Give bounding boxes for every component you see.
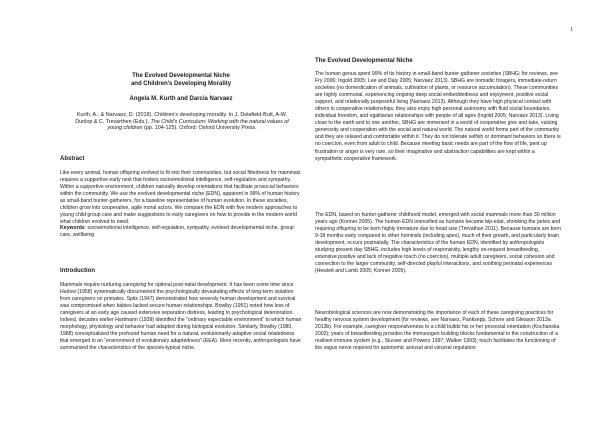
title-line-1: The Evolved Developmental Niche: [132, 73, 230, 79]
citation-book-title: The Child’s Curriculum: Working with the natural values of young children: [107, 118, 289, 132]
edn-paragraph-2: The EDN, based on hunter-gatherer childhood model, emerged with social mammals more than 30 million years ago (Konner 2005). The human EDN intensified as humans became bip-edal, shrinking the pelvis and requiring offspring to be born highly immature due to head size (Trevathan 2011). Because humans are born 9-18 months early compared to other hominids (including apes), much of their growth, and particularly brain development, occurs postnatally. The characteristics of the human EDN, identified by anthropologists studying present day SBHG, includes high levels of responsivity, lengthy on-request breastfeeding, extensive positive and lack of negative touch (no coercion), multiple adult caregivers, social cohesion and connection to the larger community, self-directed playful interactions, and soothing perinatal experiences (Hewlett and Lamb 2005; Konner 2005).: [315, 212, 561, 275]
keywords: [60, 225, 302, 239]
authors: Angela M. Kurth and Darcia Narvaez: [129, 96, 233, 102]
abstract-heading: Abstract: [60, 156, 85, 162]
title-line-2: and Children’s Developing Morality: [130, 80, 232, 87]
keywords-text: : socioemotional intelligence, self-regulation, sympathy, evolved developmental niche, group care, wellbeing: [60, 225, 294, 239]
edn-paragraph-3: Neurobiological sciences are now demonstrating the importance of each of these caregiving practices for healthy nervous system development (for reviews, see Narvaez, Panksepp, Schore and Gleason 2013a 2013b). For example, caregiver responsiveness to a child builds his or her prosocial orientation (Kochanska 2002); years of breastfeeding provides the immunogen building blocks fundamental to the construction of a resilient immune system (e.g., Slusser and Powers 1997; Walker 1993); touch facilitates the functioning of the vagus nerve required for autonomic arousal and visceral regulation: [315, 310, 560, 352]
introduction-text: Mammals require nurturing caregiving for optimal post-natal development. It has been some time since Harlow (1958) systematically documented the psychologically devastating effects of long-term isolation from caregivers on primates. Spitz (1947) demonstrated how severely human development and survival was compromised when babies lacked secure human relationships. Bowlby (1951) noted how loss of caregivers at an early age caused extensive separation distress, leading to psychological deterioration. Indeed, decades earlier Hartmann (1939) identified the “ordinary expectable environment” to which human morphology, physiology and behavior had adapted during biological evolution. Similarly, Bowlby (1980, 1988) conceptualized the profound human need for a natural, evolutionarily adaptive social relatedness that emerged in an “environment of evolutionary adaptedness” (EEA). More recently, anthropologists have summarized the characteristics of the species-typical niche.: [60, 282, 302, 352]
edn-paragraph-1: The human genus spent 99% of its history in small-band hunter-gatherer societies (SBHG; for reviews, see Fry 2006; Ingold 2005; Lee and Daly 2005; Narvaez 2013). SBHG are nomadic foragers, immediate-return societies (no domestication of animals, cultivation of plants, or resource accumulation). These communities are highly communal, experiencing ongoing deep social embeddedness and enjoyment, positive social support, and relationally purposeful living (Narvaez 2013). Although they have high physical contact with others in cooperative relationships, they also enjoy high personal autonomy with fluid social boundaries, individual freedom, and egalitarian relationships with people of all ages (Ingold 2005; Narvaez 2013). Living close to the earth and to one another, SBHG are immersed in a world of cooperative give and take, valuing generosity and cooperation with the social and natural world. The natural world forms part of the community and they are relaxed and comfortable within it. They do not tolerate selfish or dominant behaviors so there is no coercion, even from adult to child. Because meeting basic needs are part of the flow of life, pent up frustration or anger is very rare, so their imaginative and abstraction capabilities are kept within a sympathetic cooperative framework.: [315, 71, 561, 162]
chapter-title: [60, 73, 302, 88]
keywords-label: Keywords: [60, 225, 85, 231]
citation: [68, 112, 296, 132]
abstract-text: Like every animal, human offspring evolved to fit into their communities, but social fittedness for mammals requires a supportive early nest that fosters socioemotional intelligence, self-regulation and sympathy. Within a supportive environment, children naturally develop orientations that facilitate prosocial behaviors within the community. We use the evolved developmental niche (EDN), apparent in 99% of human history as small-band hunter-gatherers, for a baseline representative of human evolution. In these societies, children grow into cooperative, agile moral actors. We compare the EDN with five modern approaches to young child group care and make suggestions to early caregivers on how to provide in the modern world what children evolved to need.: [60, 170, 301, 226]
edn-heading: The Evolved Developmental Niche: [315, 58, 413, 64]
citation-post: (pp. 104-125). Oxford: Oxford University Press.: [142, 125, 257, 132]
page-number: 1: [570, 26, 574, 33]
citation-pre: Kurth, A., & Narvaez, D. (2018). Children’s developing morality. In J. Delafield-Butt, A-W. Dunlop & C. Trevarthen (Eds.),: [75, 112, 288, 125]
introduction-heading: Introduction: [60, 268, 95, 274]
